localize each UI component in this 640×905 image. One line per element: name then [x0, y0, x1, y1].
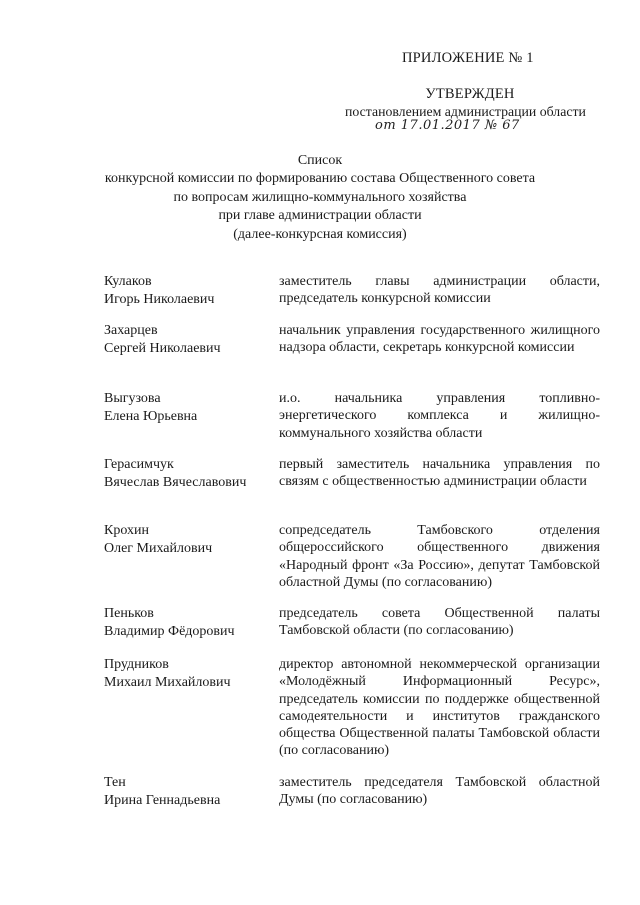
member-role: заместитель председателя Тамбовской областной Думы (по согласованию)	[279, 775, 600, 808]
list-title	[60, 152, 580, 244]
title-line-2: конкурсной комиссии по формированию состава Общественного совета	[104, 171, 536, 187]
member-given-name: Игорь Николаевич	[104, 292, 215, 308]
member-surname: Выгузова	[104, 391, 161, 406]
member-role: сопредседатель Тамбовского отделения общероссийского общественного движения «Народный фронт «За Россию», депутат Тамбовской областной Думы (по согласованию)	[279, 523, 600, 590]
title-line-5: (далее-конкурсная комиссия)	[233, 226, 407, 242]
member-surname: Герасимчук	[104, 457, 174, 472]
member-name	[104, 322, 274, 359]
member-surname: Крохин	[104, 523, 149, 538]
member-role: директор автономной некоммерческой организации «Молодёжный Информационный Ресурс», председатель комиссии по поддержке общественной самодеятельности и институтов гражданского общества Общественной палаты Тамбовской области (по согласованию)	[279, 657, 600, 759]
member-given-name: Сергей Николаевич	[104, 341, 221, 357]
title-line-4: при главе администрации области	[218, 208, 422, 224]
member-surname: Прудников	[104, 657, 169, 672]
title-line-3: по вопросам жилищно-коммунального хозяйства	[173, 189, 467, 205]
member-name	[104, 605, 274, 642]
member-role: первый заместитель начальника управления по связям с общественностью администрации области	[279, 457, 600, 490]
member-given-name: Вячеслав Вячеславович	[104, 475, 247, 491]
member-surname: Пеньков	[104, 606, 154, 621]
member-name	[104, 390, 274, 427]
member-surname: Тен	[104, 775, 126, 790]
member-surname: Захарцев	[104, 323, 158, 338]
member-name	[104, 273, 274, 310]
member-name	[104, 774, 274, 811]
member-given-name: Михаил Михайлович	[104, 675, 231, 691]
approved-heading: УТВЕРЖДЕН	[425, 86, 515, 102]
handwritten-date-number: от 17.01.2017 № 67	[375, 118, 520, 133]
member-name	[104, 656, 274, 693]
member-given-name: Владимир Фёдорович	[104, 624, 235, 640]
member-role: начальник управления государственного жилищного надзора области, секретарь конкурсной комиссии	[279, 323, 600, 356]
member-given-name: Ирина Геннадьевна	[104, 793, 221, 809]
appendix-heading: ПРИЛОЖЕНИЕ № 1	[402, 50, 534, 66]
member-role: председатель совета Общественной палаты Тамбовской области (по согласованию)	[279, 606, 600, 639]
decree-reference: постановлением администрации области	[345, 104, 586, 119]
member-name	[104, 456, 274, 493]
member-role: и.о. начальника управления топливно-энергетического комплекса и жилищно-коммунального хозяйства области	[279, 391, 600, 441]
member-role: заместитель главы администрации области, председатель конкурсной комиссии	[279, 274, 600, 307]
member-surname: Кулаков	[104, 274, 152, 289]
member-name	[104, 522, 274, 559]
member-given-name: Елена Юрьевна	[104, 409, 198, 425]
title-line-1: Список	[297, 153, 343, 168]
member-given-name: Олег Михайлович	[104, 541, 213, 557]
